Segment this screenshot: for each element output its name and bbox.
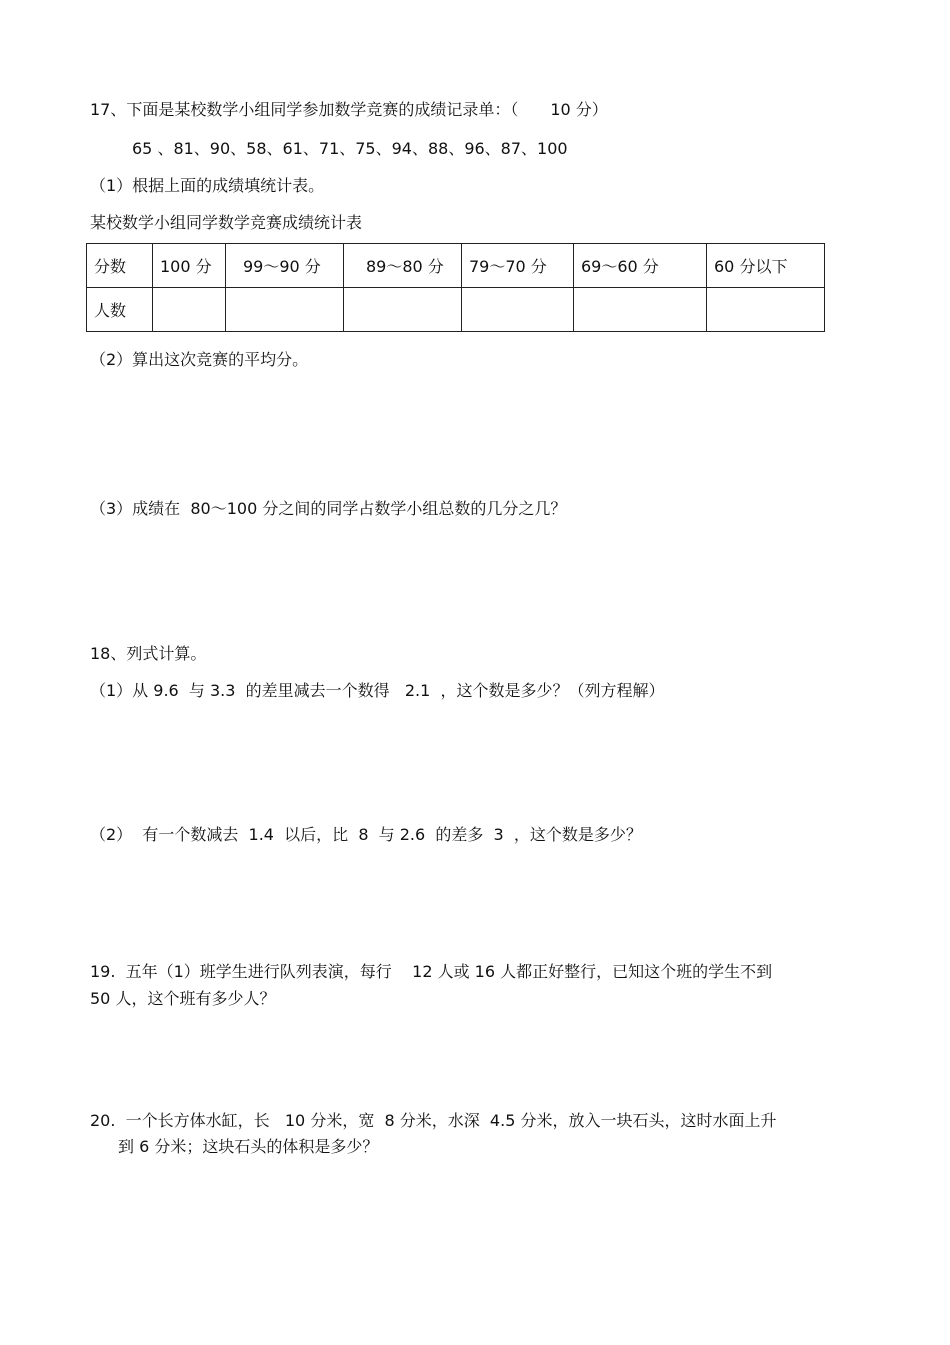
table-cell-count-99-90 (226, 288, 344, 332)
table-cell-count-79-70 (462, 288, 574, 332)
q18-title: 18、列式计算。 (90, 644, 207, 663)
q17-part2: （2）算出这次竞赛的平均分。 (90, 350, 309, 369)
q20-line2: 到 6 分米；这块石头的体积是多少？ (118, 1137, 379, 1156)
table-cell-100: 100 分 (153, 244, 226, 288)
q17-title: 17、下面是某校数学小组同学参加数学竞赛的成绩记录单：（ 10 分） (90, 100, 608, 119)
q17-part3: （3）成绩在 80～100 分之间的同学占数学小组总数的几分之几？ (90, 499, 567, 518)
q19-line1: 19. 五年（1）班学生进行队列表演，每行 12 人或 16 人都正好整行，已知这个班的学生不到 (90, 962, 773, 981)
table-cell-79-70: 79～70 分 (462, 244, 574, 288)
q17-scores: 65 、81、90、58、61、71、75、94、88、96、87、100 (132, 139, 568, 158)
table-cell-89-80: 89～80 分 (344, 244, 462, 288)
table-cell-count-label: 人数 (87, 288, 153, 332)
q18-part1: （1）从 9.6 与 3.3 的差里减去一个数得 2.1 ，这个数是多少？（列方程解） (90, 681, 665, 700)
q20-line1: 20. 一个长方体水缸，长 10 分米，宽 8 分米，水深 4.5 分米，放入一块石头，这时水面上升 (90, 1111, 777, 1130)
table-count-row (87, 288, 825, 332)
table-header-row (87, 244, 825, 288)
score-statistics-table (86, 243, 825, 332)
table-cell-99-90: 99～90 分 (226, 244, 344, 288)
q17-table-caption: 某校数学小组同学数学竞赛成绩统计表 (90, 213, 363, 232)
table-cell-score-label: 分数 (87, 244, 153, 288)
q17-part1: （1）根据上面的成绩填统计表。 (90, 176, 325, 195)
table-cell-count-69-60 (574, 288, 707, 332)
table-cell-count-below-60 (707, 288, 825, 332)
table-cell-count-100 (153, 288, 226, 332)
table-cell-below-60: 60 分以下 (707, 244, 825, 288)
table-cell-69-60: 69～60 分 (574, 244, 707, 288)
q19-line2: 50 人，这个班有多少人？ (90, 989, 276, 1008)
q18-part2: （2） 有一个数减去 1.4 以后，比 8 与 2.6 的差多 3 ，这个数是多少？ (90, 825, 642, 844)
table-cell-count-89-80 (344, 288, 462, 332)
